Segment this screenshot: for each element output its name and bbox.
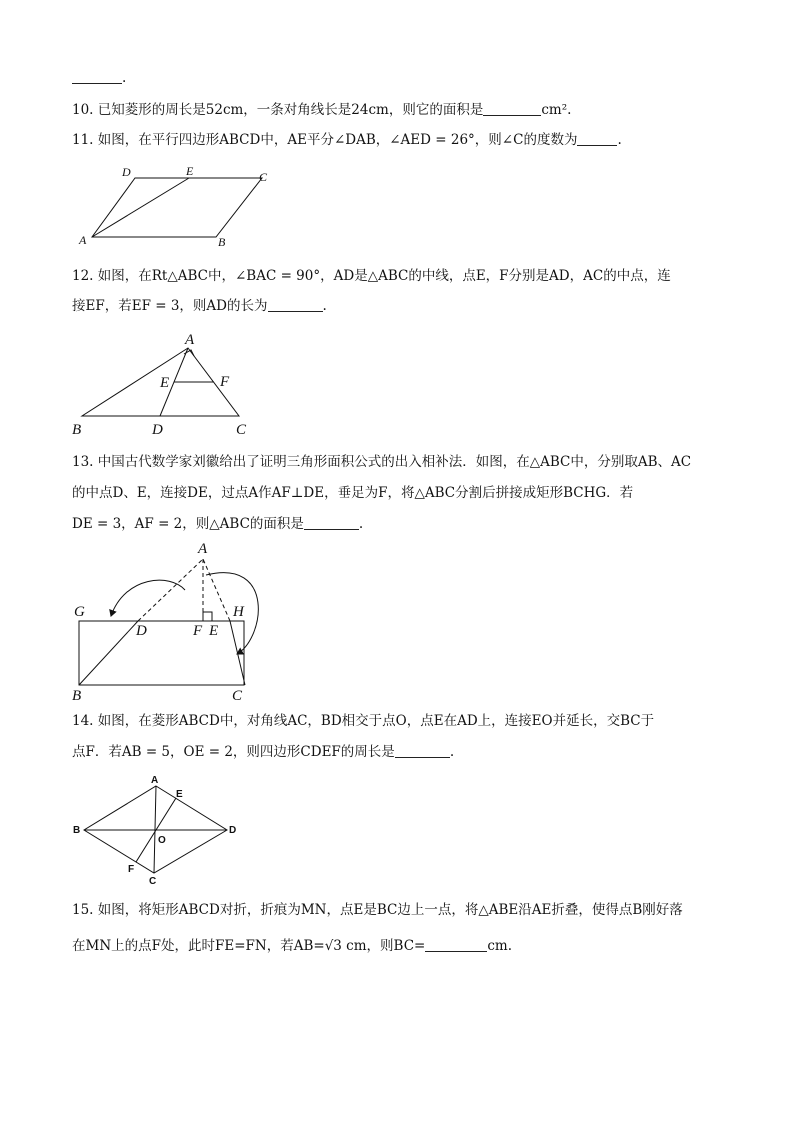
question-12-line2: 接EF，若EF = 3，则AD的长为 .	[72, 298, 327, 314]
label-D: D	[122, 165, 131, 179]
question-11: 11. 如图，在平行四边形ABCD中，AE平分∠DAB，∠AED = 26°，则∠C的度数为 .	[72, 132, 622, 148]
label-E: E	[176, 789, 183, 800]
label-G: G	[74, 604, 85, 620]
label-F: F	[193, 623, 203, 639]
label-C: C	[259, 170, 268, 184]
label-E: E	[160, 375, 170, 391]
answer-blank[interactable]	[483, 101, 541, 116]
question-13-line1: 13. 中国古代数学家刘徽给出了证明三角形面积公式的出入相补法．如图，在△ABC中，分别取AB、AC	[72, 454, 692, 470]
question-10: 10. 已知菱形的周长是52cm，一条对角线长是24cm，则它的面积是 cm².	[72, 102, 572, 118]
question-14-line1: 14. 如图，在菱形ABCD中，对角线AC，BD相交于点O，点E在AD上，连接EO并延长，交BC于	[72, 713, 655, 729]
question-12-line1: 12. 如图，在Rt△ABC中，∠BAC = 90°，AD是△ABC的中线，点E，F分别是AD，AC的中点，连	[72, 268, 671, 284]
rhombus-figure	[70, 772, 250, 887]
question-13-line3: DE = 3，AF = 2，则△ABC的面积是 .	[72, 516, 364, 532]
answer-blank[interactable]	[268, 297, 323, 312]
label-F: F	[128, 864, 135, 875]
label-D: D	[229, 825, 237, 836]
label-E: E	[186, 164, 194, 178]
right-triangle-figure	[70, 330, 270, 440]
answer-blank[interactable]	[425, 937, 487, 952]
label-O: O	[158, 835, 166, 846]
parallelogram-figure	[70, 160, 280, 255]
answer-blank[interactable]	[577, 131, 617, 146]
rectangle-triangle-figure	[70, 538, 270, 703]
question-15-line2: 在MN上的点F处，此时FE=FN，若AB=√3 cm，则BC= cm.	[72, 938, 513, 954]
label-E: E	[209, 623, 219, 639]
label-B: B	[72, 688, 82, 704]
label-C: C	[232, 688, 243, 704]
label-A: A	[79, 233, 87, 247]
question-14-line2: 点F．若AB = 5，OE = 2，则四边形CDEF的周长是 .	[72, 744, 455, 760]
label-F: F	[220, 374, 230, 390]
label-B: B	[218, 235, 226, 249]
label-A: A	[185, 332, 195, 348]
answer-blank[interactable]	[395, 743, 450, 758]
label-C: C	[149, 876, 157, 887]
answer-blank[interactable]	[304, 515, 359, 530]
question-13-line2: 的中点D、E，连接DE，过点A作AF⊥DE，垂足为F，将△ABC分割后拼接成矩形BCHG．若	[72, 485, 634, 501]
question-15-line1: 15. 如图，将矩形ABCD对折，折痕为MN，点E是BC边上一点，将△ABE沿AE折叠，使得点B刚好落	[72, 902, 683, 918]
label-D: D	[152, 422, 163, 438]
label-B: B	[73, 825, 81, 836]
label-D: D	[136, 623, 147, 639]
answer-blank[interactable]	[72, 69, 122, 84]
label-H: H	[233, 604, 244, 620]
label-A: A	[151, 775, 159, 786]
label-A: A	[198, 541, 208, 557]
label-B: B	[72, 422, 82, 438]
label-C: C	[236, 422, 247, 438]
q9-tail: .	[72, 68, 126, 88]
